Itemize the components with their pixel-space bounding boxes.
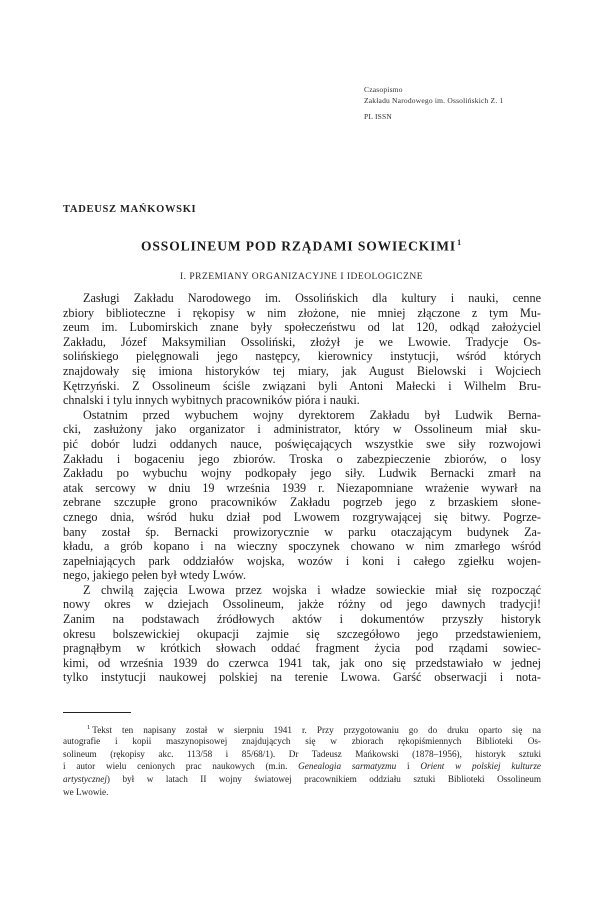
- body-text: [63, 291, 541, 685]
- footnote-text: [63, 722, 541, 799]
- footnote-line: [63, 748, 541, 761]
- body-line: Kętrzyński. Z Ossolineum ściśle związani byli Antoni Małecki i Wilhelm Bru-: [63, 378, 541, 393]
- masthead-line-issn: PL ISSN: [364, 112, 393, 121]
- footnote-segment: i: [396, 761, 421, 772]
- body-line: kładu, a grób kopano i na wieczny spoczynek chowano w nim zmarłego wśród: [63, 539, 541, 554]
- body-line: atak sercowy w dniu 19 września 1939 r. Niezapomniane wrażenie wywarł na: [63, 480, 541, 495]
- footnote-segment: ) był w latach II wojny światowej pracownikiem oddziału sztuki Biblioteki Ossolineum: [106, 774, 541, 785]
- footnote-italic-title: Genealogia sarmatyzmu: [298, 761, 397, 772]
- body-line: Ostatnim przed wybuchem wojny dyrektorem Zakładu był Ludwik Berna-: [83, 407, 541, 422]
- body-line: cznego dnia, wśród huku dział pod Lwowem rozgrywającej się bitwy. Pogrze-: [63, 509, 541, 524]
- body-line: Zakładu i bogaceniu jego zbiorów. Troska o zabezpieczenie zbiorów, o losy: [63, 451, 541, 466]
- body-line: nowy okres w dziejach Ossolineum, jakże różny od jego dawnych tradycji!: [63, 597, 541, 612]
- body-line: chnalski i tylu innych wybitnych pracowników pióra i nauki.: [63, 393, 360, 408]
- body-line: okresu bolszewickiej okupacji zajmie się szczegółowo jego przedstawieniem,: [63, 626, 541, 641]
- footnote-segment: autografie i kopii maszynopisowej znajdujących się w zbiorach rękopiśmiennych Biblioteki Os-: [63, 735, 541, 746]
- body-line: cki, zasłużony jako organizator i administrator, który w Ossolineum miał sku-: [63, 422, 541, 437]
- body-line: Z chwilą zajęcia Lwowa przez wojska i władze sowieckie miał się rozpocząć: [83, 582, 541, 597]
- body-line: Zanim na podstawach źródłowych aktów i dokumentów przyszły historyk: [63, 612, 541, 627]
- body-line: kimi, od września 1939 do czerwca 1941 tak, jak ono się przedstawiało w jednej: [63, 655, 541, 670]
- footnote-segment: solineum (rękopisy akc. 113/58 i 85/68/1). Dr Tadeusz Mańkowski (1878–1956), historyk sztuki: [63, 748, 541, 759]
- footnote-separator-rule: [63, 712, 131, 713]
- body-line: zapełniających park oddziałów wojska, wozów i koni i całego zgiełku wojen-: [63, 553, 541, 568]
- footnote-line: [63, 722, 541, 735]
- body-line: pić dobór ludzi oddanych nauce, poświęcających wszystkie swe siły rozwojowi: [63, 436, 541, 451]
- body-line: Zakładu, Józef Maksymilian Ossoliński, złożył je we Lwowie. Tradycje Os-: [63, 334, 541, 349]
- footnote-segment: i autor wielu cenionych prac naukowych (m.in.: [63, 761, 299, 772]
- footnote-line: [63, 735, 541, 748]
- section-heading: I. PRZEMIANY ORGANIZACYJNE I IDEOLOGICZNE: [179, 272, 424, 282]
- footnote-line: [63, 760, 541, 773]
- footnote-line: [63, 773, 541, 786]
- body-line: Zasługi Zakładu Narodowego im. Ossolińskich dla kultury i nauki, cenne: [83, 291, 541, 305]
- body-line: znajdowały się imiona historyków tej miary, jak August Bielowski i Wojciech: [63, 363, 541, 378]
- footnote-line: [63, 786, 541, 799]
- masthead-line-journal: Czasopismo: [364, 85, 403, 94]
- footnote-segment: Tekst ten napisany został w sierpniu 1941 r. Przy przygotowaniu go do druku oparto się na: [92, 725, 541, 735]
- body-line: bany został śp. Bernacki prowizorycznie w parku otaczającym budynek Za-: [63, 524, 541, 539]
- body-line: zbiory biblioteczne i rękopisy w nim złożone, nie mniej złączone z tym Mu-: [63, 305, 541, 320]
- body-line: tylko instytucji naukowej polskiej na terenie Lwowa. Garść obserwacji i nota-: [63, 670, 541, 685]
- body-line: zebrane szczupłe grono pracowników Zakładu pogrzeb jego z brzaskiem słone-: [63, 495, 541, 510]
- footnote-segment: we Lwowie.: [63, 786, 109, 797]
- footnote-marker: 1: [87, 724, 91, 731]
- body-line: Zakładu po wybuchu wojny podkopały jego siły. Ludwik Bernacki zmarł na: [63, 466, 541, 481]
- footnote-italic-title: artystycznej: [63, 774, 107, 785]
- journal-masthead: [364, 84, 503, 122]
- author-name: TADEUSZ MAŃKOWSKI: [63, 204, 197, 215]
- title-footnote-reference: 1: [457, 238, 462, 247]
- body-line: solińskiego pielęgnowali jego następcy, kierownicy instytucji, wśród których: [63, 349, 541, 364]
- body-line: nego, jakiego pełen był wtedy Lwów.: [63, 568, 246, 583]
- masthead-line-institute: Zakładu Narodowego im. Ossolińskich Z. 1: [364, 96, 504, 105]
- article-title: [0, 238, 603, 255]
- body-line: pragnąłbym w krótkich słowach oddać fragment życia pod rządami sowiec-: [63, 641, 541, 656]
- article-title-text: OSSOLINEUM POD RZĄDAMI SOWIECKIMI: [140, 238, 457, 254]
- body-line: zeum im. Lubomirskich znane były społeczeństwu od lat 120, odkąd założyciel: [63, 320, 541, 335]
- footnote-italic-title: Orient w polskiej kulturze: [420, 761, 541, 772]
